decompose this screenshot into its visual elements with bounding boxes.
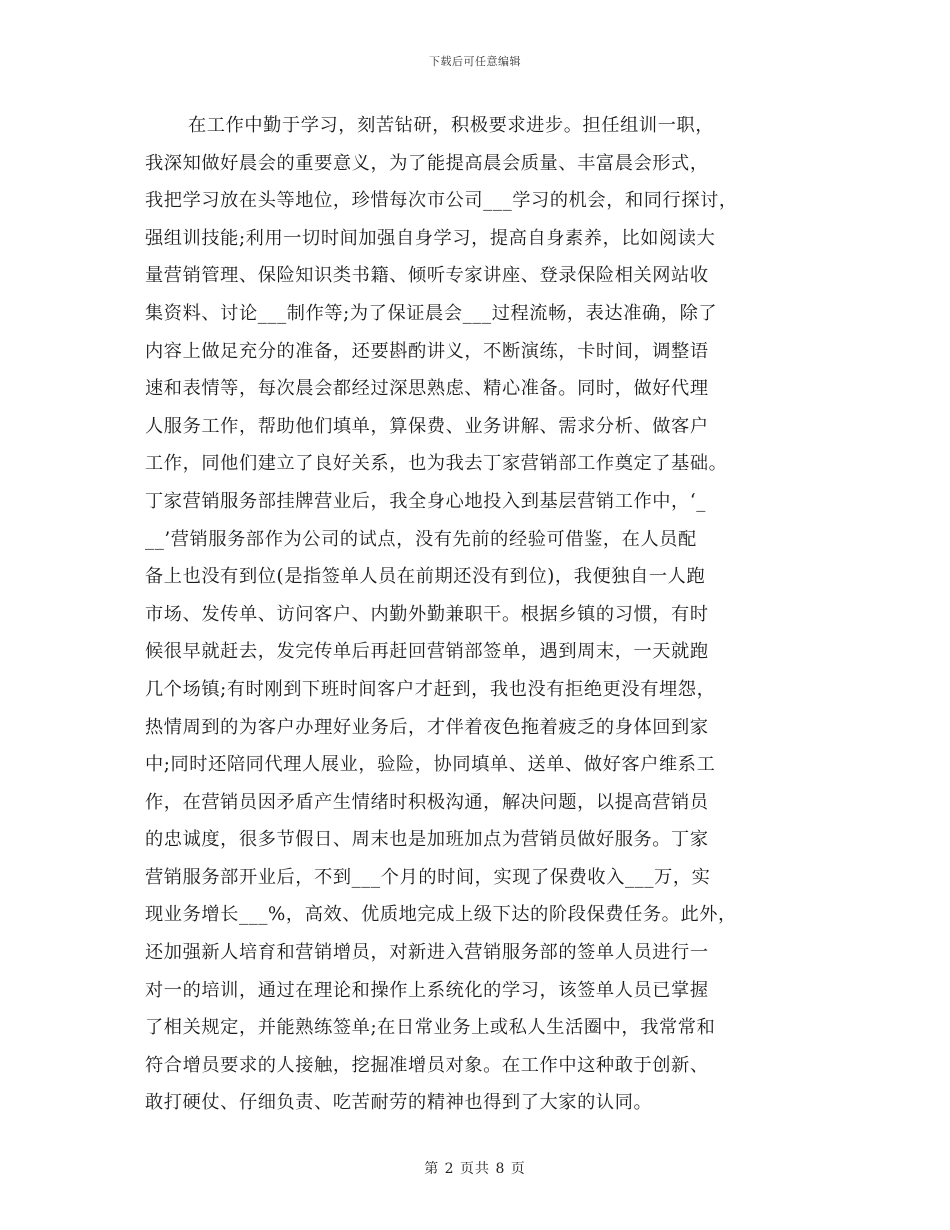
text-line: 现业务增长___%，高效、优质地完成上级下达的阶段保费任务。此外， xyxy=(145,904,737,926)
text-line: 市场、发传单、访问客户、内勤外勤兼职干。根据乡镇的习惯，有时 xyxy=(145,603,709,625)
text-line: 我深知做好晨会的重要意义，为了能提高晨会质量、丰富晨会形式， xyxy=(145,152,709,174)
text-line: 作，在营销员因矛盾产生情绪时积极沟通，解决问题，以提高营销员 xyxy=(145,791,709,813)
text-line: 丁家营销服务部挂牌营业后，我全身心地投入到基层营销工作中，‘_ xyxy=(145,490,706,512)
text-line: 我把学习放在头等地位，珍惜每次市公司___学习的机会，和同行探讨， xyxy=(145,190,738,212)
text-line: 对一的培训，通过在理论和操作上系统化的学习，该签单人员已掌握 xyxy=(145,979,709,1001)
text-line: 人服务工作，帮助他们填单，算保费、业务讲解、需求分析、做客户 xyxy=(145,415,709,437)
text-line: 工作，同他们建立了良好关系，也为我去丁家营销部工作奠定了基础。 xyxy=(145,453,728,475)
text-line: 热情周到的为客户办理好业务后，才伴着夜色拖着疲乏的身体回到家 xyxy=(145,716,709,738)
text-line: 了相关规定，并能熟练签单;在日常业务上或私人生活圈中，我常常和 xyxy=(145,1017,716,1039)
text-line: 内容上做足充分的准备，还要斟酌讲义，不断演练，卡时间，调整语 xyxy=(145,340,709,362)
text-line: 营销服务部开业后，不到___个月的时间，实现了保费收入___万，实 xyxy=(145,866,711,888)
text-line: 的忠诚度，很多节假日、周末也是加班加点为营销员做好服务。丁家 xyxy=(145,829,709,851)
text-line: 备上也没有到位(是指签单人员在前期还没有到位)，我便独自一人跑 xyxy=(145,566,706,588)
document-body xyxy=(145,107,817,1122)
text-line: 强组训技能;利用一切时间加强自身学习，提高自身素养，比如阅读大 xyxy=(145,227,716,249)
text-line: 几个场镇;有时刚到下班时间客户才赶到，我也没有拒绝更没有埋怨， xyxy=(145,678,716,700)
text-line: 敢打硬仗、仔细负责、吃苦耐劳的精神也得到了大家的认同。 xyxy=(145,1092,653,1114)
text-line: 还加强新人培育和营销增员，对新进入营销服务部的签单人员进行一 xyxy=(145,942,709,964)
text-line: __’营销服务部作为公司的试点，没有先前的经验可借鉴，在人员配 xyxy=(145,528,697,550)
text-line: 速和表情等，每次晨会都经过深思熟虑、精心准备。同时，做好代理 xyxy=(145,378,709,400)
text-line: 在工作中勤于学习，刻苦钻研，积极要求进步。担任组训一职， xyxy=(188,115,715,136)
page-number: 第 2 页共 8 页 xyxy=(424,1161,526,1177)
text-line: 符合增员要求的人接触，挖掘准增员对象。在工作中这种敢于创新、 xyxy=(145,1054,709,1076)
text-line: 量营销管理、保险知识类书籍、倾听专家讲座、登录保险相关网站收 xyxy=(145,265,709,287)
text-line: 候很早就赶去，发完传单后再赶回营销部签单，遇到周末，一天就跑 xyxy=(145,641,709,663)
text-line: 集资料、讨论___制作等;为了保证晨会___过程流畅，表达准确，除了 xyxy=(145,302,718,324)
page-header: 下载后可任意编辑 xyxy=(429,55,521,68)
text-line: 中;同时还陪同代理人展业，验险，协同填单、送单、做好客户维系工 xyxy=(145,754,716,776)
